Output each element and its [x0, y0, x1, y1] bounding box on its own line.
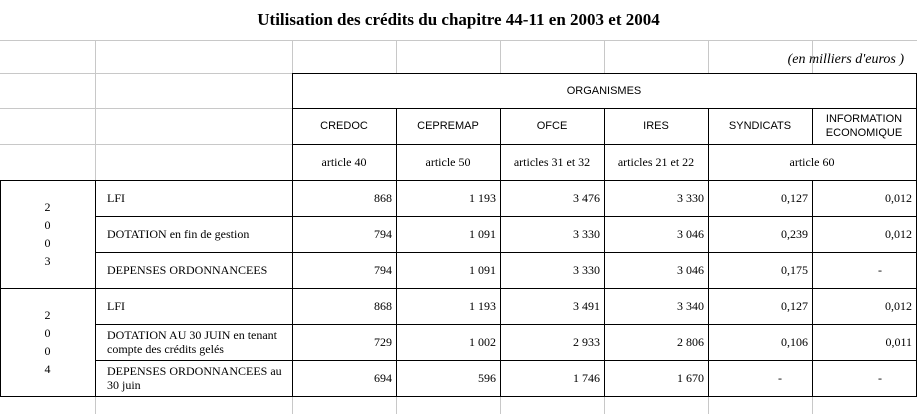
value-cell: 794 [374, 263, 392, 277]
value-cell: 3 491 [573, 299, 600, 313]
value-cell: - [878, 263, 882, 277]
year-label-2004: 2 0 0 4 [44, 308, 51, 376]
year-label-2003: 2 0 0 3 [44, 200, 51, 268]
value-cell: 1 091 [469, 263, 496, 277]
value-cell: 0,175 [781, 263, 808, 277]
value-cell: 2 933 [573, 335, 600, 349]
row-label: LFI [107, 191, 125, 205]
article-cell: articles 31 et 32 [513, 155, 591, 169]
value-cell: 1 193 [469, 191, 496, 205]
value-cell: 0,239 [781, 227, 808, 241]
value-cell: 868 [374, 191, 392, 205]
value-cell: 1 091 [469, 227, 496, 241]
value-cell: 0,012 [885, 191, 912, 205]
value-cell: 0,012 [885, 299, 912, 313]
value-cell: 3 330 [677, 191, 704, 205]
article-cell: article 60 [789, 155, 835, 169]
page-title: Utilisation des crédits du chapitre 44-11 en 2003 et 2004 [257, 10, 660, 29]
value-cell: 3 330 [573, 263, 600, 277]
units-note: (en milliers d'euros ) [787, 52, 904, 67]
value-cell: 0,106 [781, 335, 808, 349]
row-label: DOTATION en fin de gestion [107, 227, 250, 241]
row-label: LFI [107, 299, 125, 313]
article-cell: article 40 [321, 155, 367, 169]
value-cell: 794 [374, 227, 392, 241]
value-cell: 694 [374, 371, 392, 385]
article-cell: article 50 [425, 155, 471, 169]
column-header-ofce: OFCE [536, 120, 568, 132]
value-cell: 0,127 [781, 191, 808, 205]
value-cell: - [778, 371, 782, 385]
column-header-credoc: CREDOC [320, 120, 368, 132]
column-header-cepremap: CEPREMAP [417, 120, 479, 132]
value-cell: 1 002 [469, 335, 496, 349]
row-label: DEPENSES ORDONNANCEES au 30 juin [107, 364, 282, 392]
value-cell: 596 [478, 371, 496, 385]
column-header-syndicats: SYNDICATS [728, 120, 792, 132]
column-header-information-economique: INFORMATION ECONOMIQUE [825, 113, 903, 139]
value-cell: 3 476 [573, 191, 600, 205]
value-cell: 1 670 [677, 371, 704, 385]
value-cell: 3 340 [677, 299, 704, 313]
value-cell: 0,127 [781, 299, 808, 313]
value-cell: 3 330 [573, 227, 600, 241]
value-cell: - [878, 371, 882, 385]
row-label: DEPENSES ORDONNANCEES [107, 263, 268, 277]
value-cell: 3 046 [677, 263, 704, 277]
value-cell: 729 [374, 335, 392, 349]
article-cell: articles 21 et 22 [617, 155, 695, 169]
value-cell: 1 746 [573, 371, 600, 385]
value-cell: 0,011 [885, 335, 912, 349]
column-header-ires: IRES [643, 120, 669, 132]
value-cell: 3 046 [677, 227, 704, 241]
value-cell: 0,012 [885, 227, 912, 241]
value-cell: 868 [374, 299, 392, 313]
row-label: DOTATION AU 30 JUIN en tenant compte des crédits gelés [107, 328, 278, 356]
value-cell: 1 193 [469, 299, 496, 313]
value-cell: 2 806 [677, 335, 704, 349]
organismes-header: ORGANISMES [566, 84, 642, 97]
